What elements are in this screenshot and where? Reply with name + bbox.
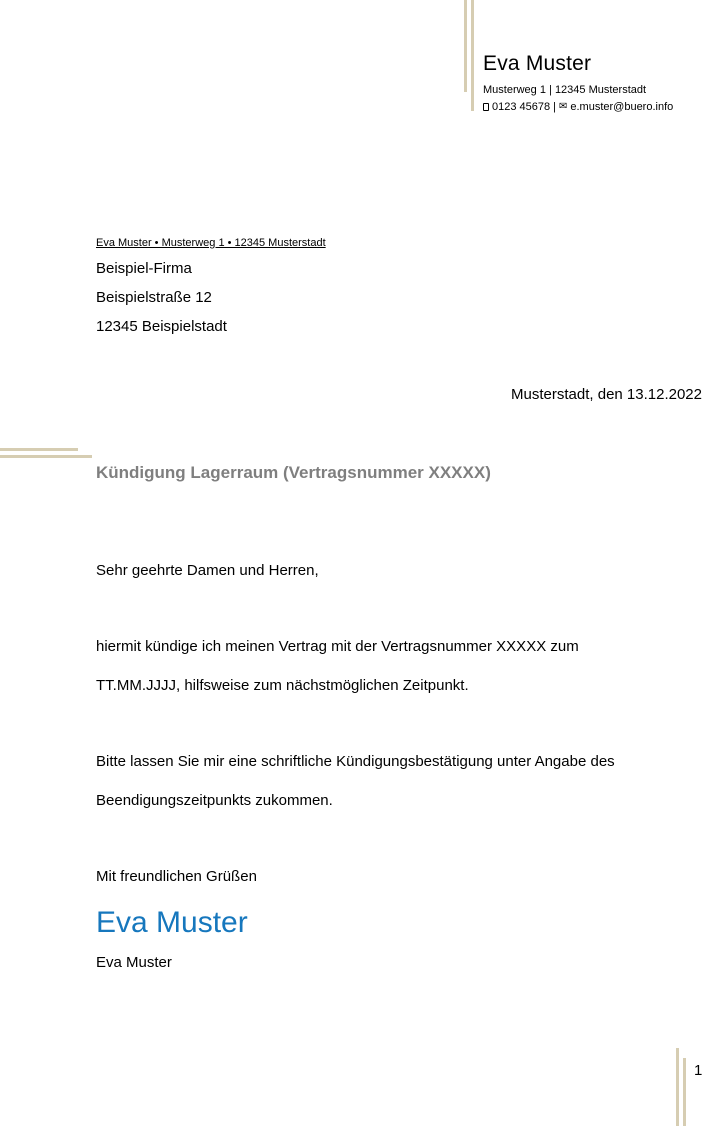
paragraph2-line1: Bitte lassen Sie mir eine schriftliche Kündigungsbestätigung unter Angabe des <box>96 753 615 770</box>
sender-return-line: Eva Muster • Musterweg 1 • 12345 Musterstadt <box>96 237 326 249</box>
recipient-company: Beispiel-Firma <box>96 260 192 277</box>
salutation: Sehr geehrte Damen und Herren, <box>96 562 319 579</box>
envelope-icon: ✉ <box>558 101 568 112</box>
header-phone: 0123 45678 <box>492 101 551 113</box>
header-separator: | <box>553 101 556 113</box>
phone-icon <box>483 103 489 111</box>
footer-accent-bar-inner <box>683 1058 686 1126</box>
paragraph1-line1: hiermit kündige ich meinen Vertrag mit der Vertragsnummer XXXXX zum <box>96 638 579 655</box>
subject-accent-bar-lower <box>0 455 92 458</box>
header-accent-bar-outer <box>464 0 467 92</box>
recipient-street: Beispielstraße 12 <box>96 289 212 306</box>
paragraph1-line2: TT.MM.JJJJ, hilfsweise zum nächstmöglichen Zeitpunkt. <box>96 677 469 694</box>
page-number: 1 <box>694 1062 703 1079</box>
signature: Eva Muster <box>96 906 248 939</box>
subject-line: Kündigung Lagerraum (Vertragsnummer XXXXX) <box>96 463 491 482</box>
header-accent-bar-inner <box>471 0 474 111</box>
signer-name: Eva Muster <box>96 954 172 971</box>
paragraph2-line2: Beendigungszeitpunkts zukommen. <box>96 792 333 809</box>
subject-accent-bar-upper <box>0 448 78 451</box>
header-name: Eva Muster <box>483 52 592 75</box>
header-email: e.muster@buero.info <box>570 101 674 113</box>
header-address: Musterweg 1 | 12345 Musterstadt <box>483 84 647 96</box>
header-contact <box>483 101 673 113</box>
closing: Mit freundlichen Grüßen <box>96 868 257 885</box>
recipient-city: 12345 Beispielstadt <box>96 318 227 335</box>
footer-accent-bar-outer <box>676 1048 679 1126</box>
date-line: Musterstadt, den 13.12.2022 <box>511 386 702 403</box>
